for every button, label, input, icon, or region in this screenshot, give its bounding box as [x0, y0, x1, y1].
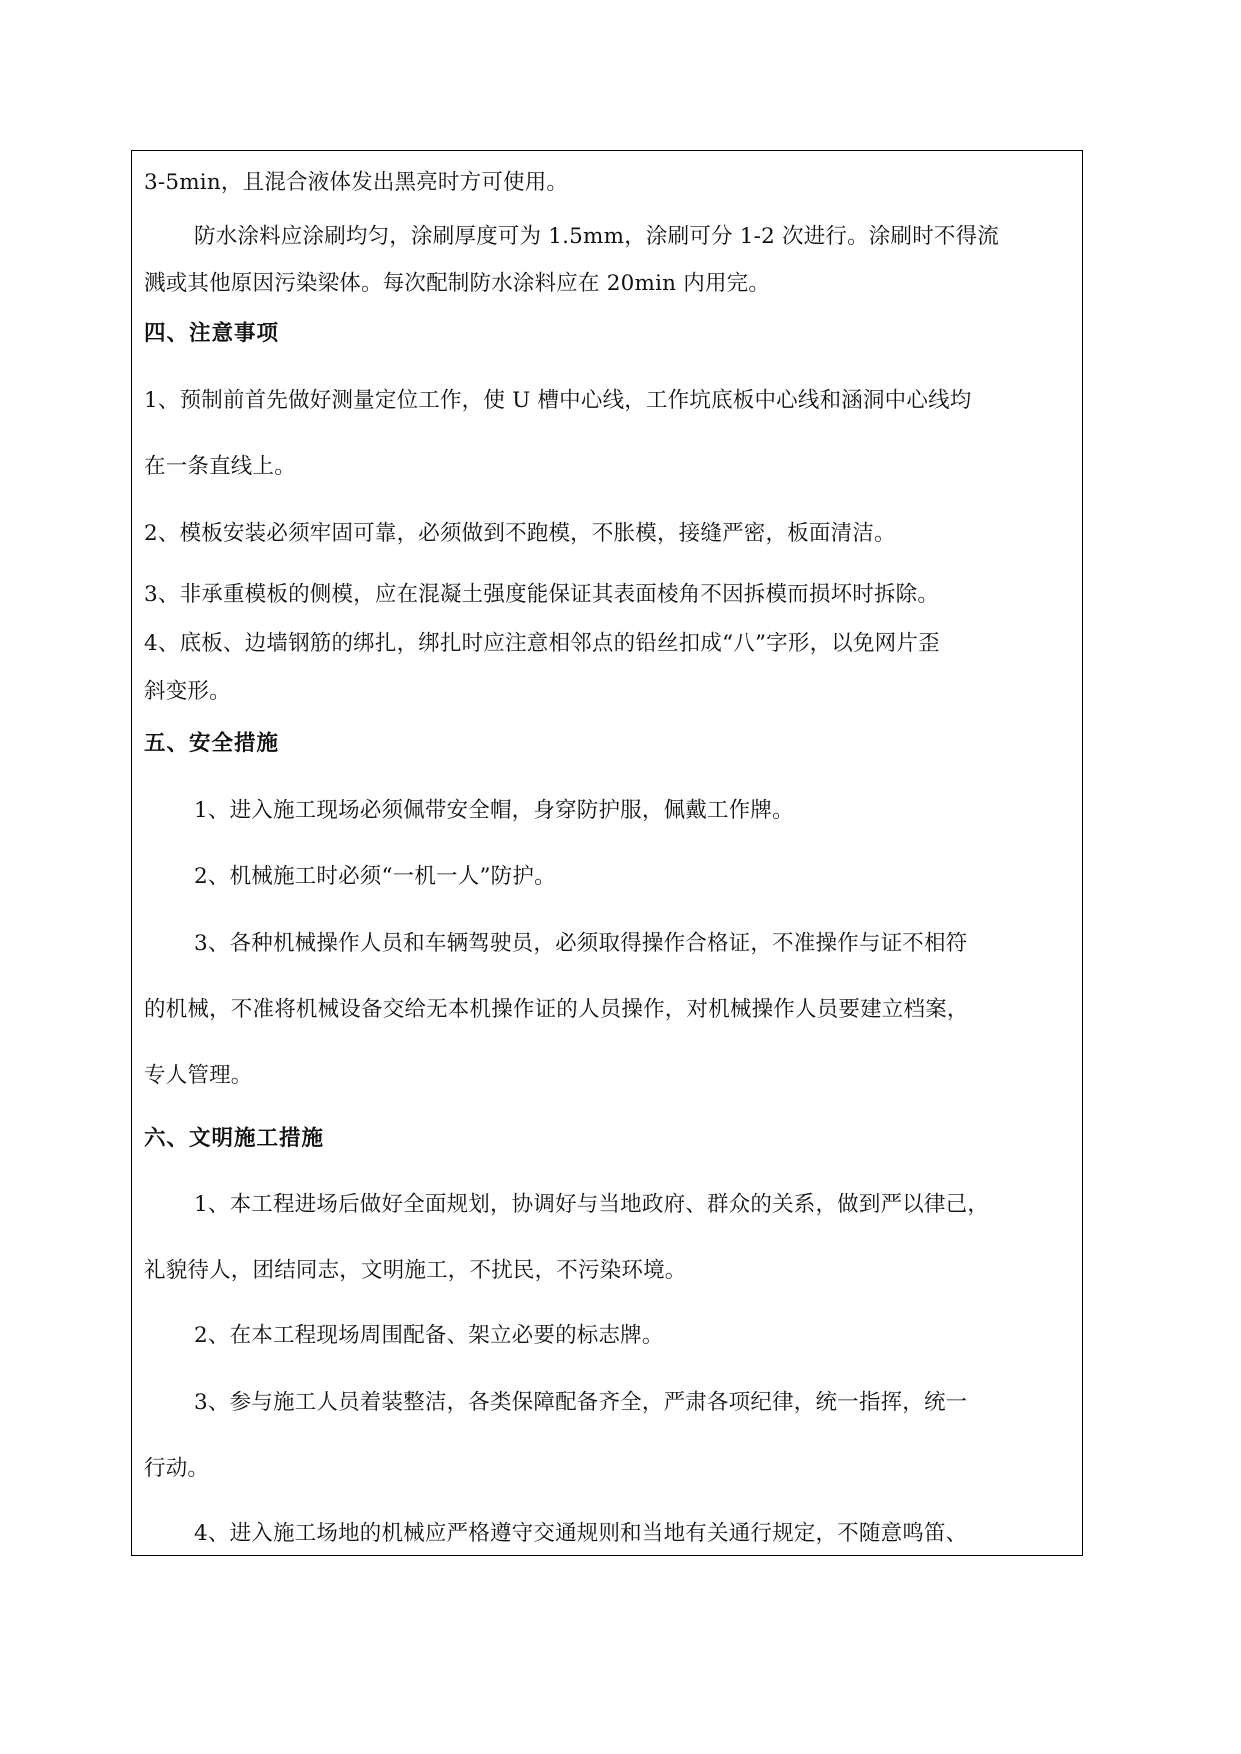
text-line: 专人管理。: [144, 1063, 253, 1088]
text-line: 礼貌待人，团结同志，文明施工，不扰民，不污染环境。: [144, 1258, 687, 1283]
text-line: 行动。: [144, 1456, 210, 1481]
text-line: 1、本工程进场后做好全面规划，协调好与当地政府、群众的关系，做到严以律己，: [194, 1192, 990, 1217]
text-line: 3、非承重模板的侧模，应在混凝土强度能保证其表面棱角不因拆模而损坏时拆除。: [144, 582, 940, 607]
text-line: 3-5min，且混合液体发出黑亮时方可使用。: [144, 170, 569, 195]
text-line: 的机械，不准将机械设备交给无本机操作证的人员操作，对机械操作人员要建立档案，: [144, 997, 969, 1022]
text-line: 溅或其他原因污染梁体。每次配制防水涂料应在 20min 内用完。: [144, 271, 771, 296]
text-line: 防水涂料应涂刷均匀，涂刷厚度可为 1.5mm，涂刷可分 1-2 次进行。涂刷时不得流: [194, 224, 999, 249]
section-heading: 六、文明施工措施: [144, 1126, 325, 1151]
text-line: 4、进入施工场地的机械应严格遵守交通规则和当地有关通行规定，不随意鸣笛、: [194, 1521, 968, 1546]
text-line: 在一条直线上。: [144, 454, 296, 479]
text-line: 3、各种机械操作人员和车辆驾驶员，必须取得操作合格证，不准操作与证不相符: [194, 931, 968, 956]
text-line: 2、在本工程现场周围配备、架立必要的标志牌。: [194, 1323, 664, 1348]
text-line: 1、预制前首先做好测量定位工作，使 U 槽中心线，工作坑底板中心线和涵洞中心线均: [144, 388, 972, 413]
section-heading: 五、安全措施: [144, 731, 280, 756]
text-line: 3、参与施工人员着装整洁，各类保障配备齐全，严肃各项纪律，统一指挥，统一: [194, 1390, 968, 1415]
text-line: 2、模板安装必须牢固可靠，必须做到不跑模，不胀模，接缝严密，板面清洁。: [144, 521, 896, 546]
text-line: 1、进入施工现场必须佩带安全帽，身穿防护服，佩戴工作牌。: [194, 798, 794, 823]
text-line: 2、机械施工时必须“一机一人”防护。: [194, 864, 556, 889]
text-line: 4、底板、边墙钢筋的绑扎，绑扎时应注意相邻点的铅丝扣成“八”字形，以免网片歪: [144, 631, 940, 656]
text-line: 斜变形。: [144, 679, 231, 704]
section-heading: 四、注意事项: [144, 321, 280, 346]
